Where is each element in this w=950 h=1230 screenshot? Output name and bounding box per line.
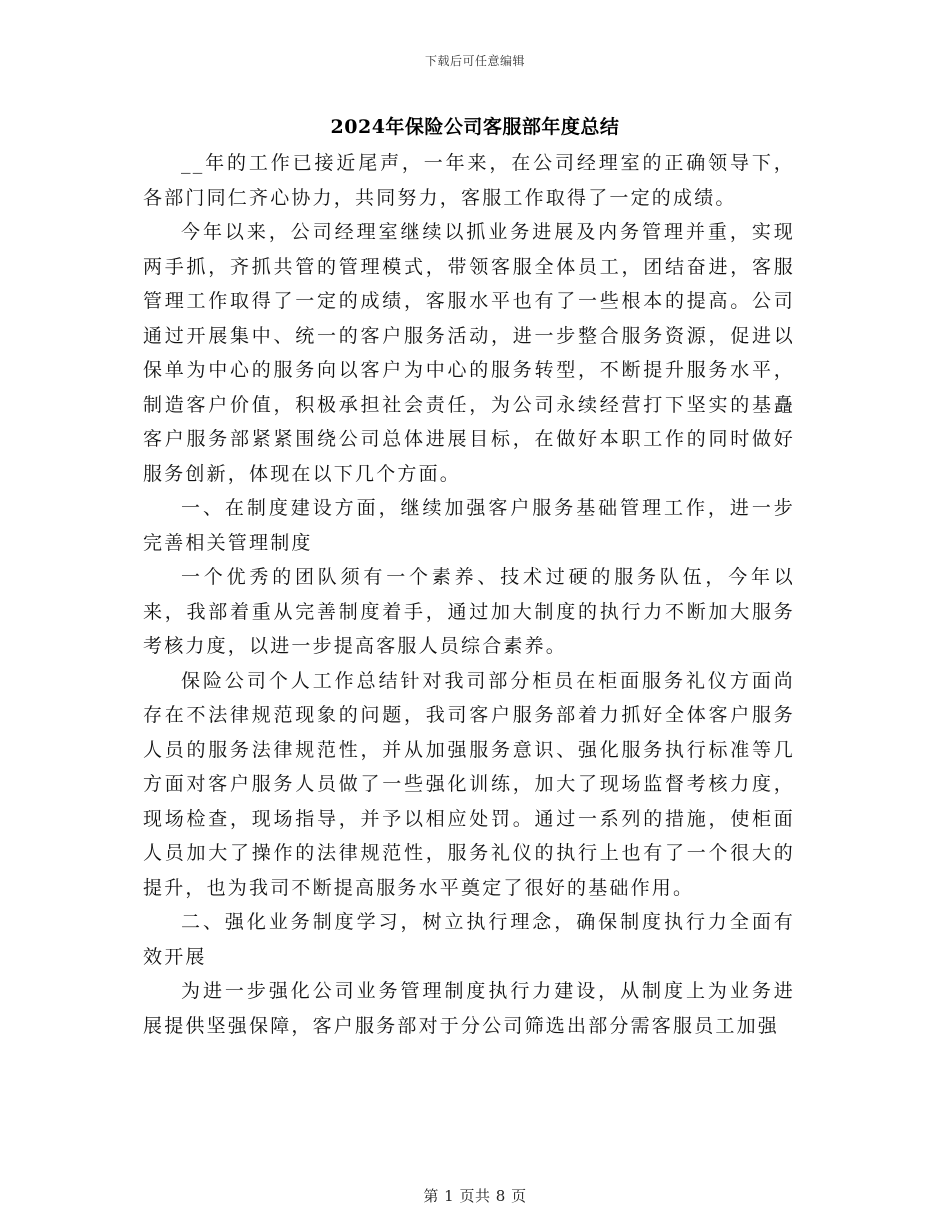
paragraph-etiquette: 保险公司个人工作总结针对我司部分柜员在柜面服务礼仪方面尚存在不法律规范现象的问题，我司客户服务部着力抓好全体客户服务人员的服务法律规范性，并从加强服务意识、强化服务执行标准等几方面对客户服务人员做了一些强化训练，加大了现场监督考核力度，现场检查，现场指导，并予以相应处罚。通过一系列的措施，使柜面人员加大了操作的法律规范性，服务礼仪的执行上也有了一个很大的提升，也为我司不断提高服务水平奠定了很好的基础作用。	[143, 669, 795, 899]
document-title: 2024年保险公司客服部年度总结	[330, 116, 620, 138]
page-number: 第 1 页共 8 页	[423, 1187, 527, 1205]
document-body	[143, 146, 795, 1043]
page-header-note: 下载后可任意编辑	[424, 54, 525, 68]
paragraph-execution: 为进一步强化公司业务管理制度执行力建设，从制度上为业务进展提供坚强保障，客户服务部对于分公司筛选出部分需客服员工加强	[143, 980, 795, 1037]
section-heading-2: 二、强化业务制度学习，树立执行理念，确保制度执行力全面有效开展	[143, 911, 795, 968]
section-heading-1: 一、在制度建设方面，继续加强客户服务基础管理工作，进一步完善相关管理制度	[143, 497, 795, 554]
paragraph-intro: __年的工作已接近尾声，一年来，在公司经理室的正确领导下，各部门同仁齐心协力，共同努力，客服工作取得了一定的成绩。	[143, 152, 795, 209]
paragraph-overview: 今年以来，公司经理室继续以抓业务进展及内务管理并重，实现两手抓，齐抓共管的管理模式，带领客服全体员工，团结奋进，客服管理工作取得了一定的成绩，客服水平也有了一些根本的提高。公司通过开展集中、统一的客户服务活动，进一步整合服务资源，促进以保单为中心的服务向以客户为中心的服务转型，不断提升服务水平，制造客户价值，积极承担社会责任，为公司永续经营打下坚实的基矗客户服务部紧紧围绕公司总体进展目标，在做好本职工作的同时做好服务创新，体现在以下几个方面。	[143, 221, 795, 485]
paragraph-team: 一个优秀的团队须有一个素养、技术过硬的服务队伍，今年以来，我部着重从完善制度着手，通过加大制度的执行力不断加大服务考核力度，以进一步提高客服人员综合素养。	[143, 566, 795, 657]
